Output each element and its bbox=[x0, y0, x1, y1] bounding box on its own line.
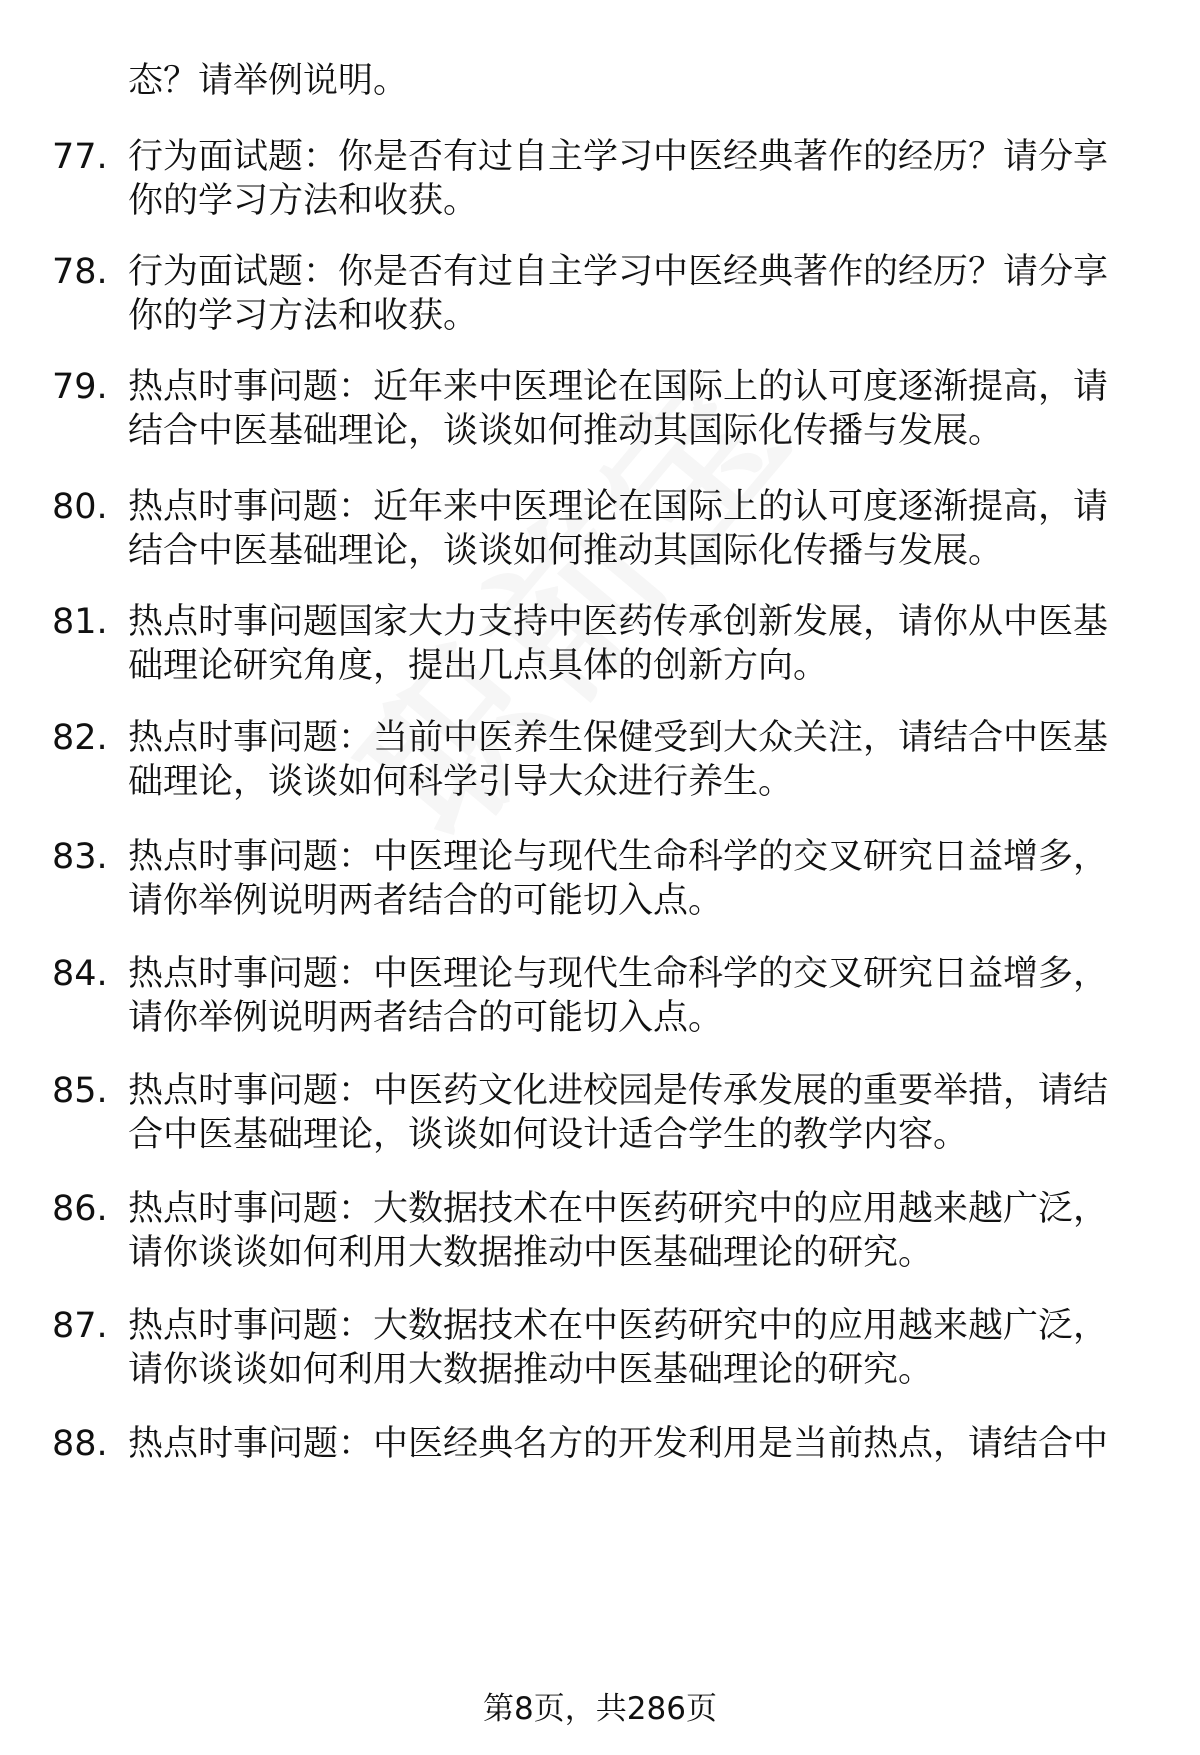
question-number: 84. bbox=[52, 954, 108, 994]
question-text-line: 你的学习方法和收获。 bbox=[128, 296, 479, 336]
question-number: 86. bbox=[52, 1189, 108, 1229]
question-text-line: 请你举例说明两者结合的可能切入点。 bbox=[128, 998, 724, 1038]
question-text-line: 请你举例说明两者结合的可能切入点。 bbox=[128, 881, 724, 921]
question-number: 79. bbox=[52, 367, 108, 407]
question-text-line: 热点时事问题：中医理论与现代生命科学的交叉研究日益增多， bbox=[128, 954, 1109, 994]
continuation-line: 态？请举例说明。 bbox=[128, 61, 409, 101]
question-text-line: 合中医基础理论，谈谈如何设计适合学生的教学内容。 bbox=[128, 1115, 969, 1155]
question-text-line: 结合中医基础理论，谈谈如何推动其国际化传播与发展。 bbox=[128, 411, 1004, 451]
question-text-line: 热点时事问题：大数据技术在中医药研究中的应用越来越广泛， bbox=[128, 1189, 1109, 1229]
question-number: 81. bbox=[52, 602, 108, 642]
question-number: 80. bbox=[52, 487, 108, 527]
question-text-line: 热点时事问题：中医经典名方的开发利用是当前热点，请结合中 bbox=[128, 1424, 1109, 1464]
question-text-line: 热点时事问题：中医理论与现代生命科学的交叉研究日益增多， bbox=[128, 837, 1109, 877]
question-text-line: 热点时事问题：中医药文化进校园是传承发展的重要举措，请结 bbox=[128, 1071, 1109, 1111]
question-text-line: 行为面试题：你是否有过自主学习中医经典著作的经历？请分享 bbox=[128, 252, 1109, 292]
question-number: 78. bbox=[52, 252, 108, 292]
question-text-line: 结合中医基础理论，谈谈如何推动其国际化传播与发展。 bbox=[128, 531, 1004, 571]
page-footer: 第8页，共286页 bbox=[483, 1691, 717, 1727]
question-text-line: 热点时事问题：近年来中医理论在国际上的认可度逐渐提高，请 bbox=[128, 487, 1109, 527]
question-text-line: 请你谈谈如何利用大数据推动中医基础理论的研究。 bbox=[128, 1233, 934, 1273]
question-number: 85. bbox=[52, 1071, 108, 1111]
question-text-line: 热点时事问题：当前中医养生保健受到大众关注，请结合中医基 bbox=[128, 718, 1109, 758]
question-number: 77. bbox=[52, 137, 108, 177]
question-text-line: 热点时事问题国家大力支持中医药传承创新发展，请你从中医基 bbox=[128, 602, 1109, 642]
question-text-line: 热点时事问题：近年来中医理论在国际上的认可度逐渐提高，请 bbox=[128, 367, 1109, 407]
question-text-line: 础理论研究角度，提出几点具体的创新方向。 bbox=[128, 646, 829, 686]
question-text-line: 请你谈谈如何利用大数据推动中医基础理论的研究。 bbox=[128, 1350, 934, 1390]
question-number: 88. bbox=[52, 1424, 108, 1464]
question-text-line: 行为面试题：你是否有过自主学习中医经典著作的经历？请分享 bbox=[128, 137, 1109, 177]
question-number: 83. bbox=[52, 837, 108, 877]
question-number: 87. bbox=[52, 1306, 108, 1346]
question-text-line: 热点时事问题：大数据技术在中医药研究中的应用越来越广泛， bbox=[128, 1306, 1109, 1346]
question-text-line: 础理论，谈谈如何科学引导大众进行养生。 bbox=[128, 762, 794, 802]
question-text-line: 你的学习方法和收获。 bbox=[128, 181, 479, 221]
question-number: 82. bbox=[52, 718, 108, 758]
